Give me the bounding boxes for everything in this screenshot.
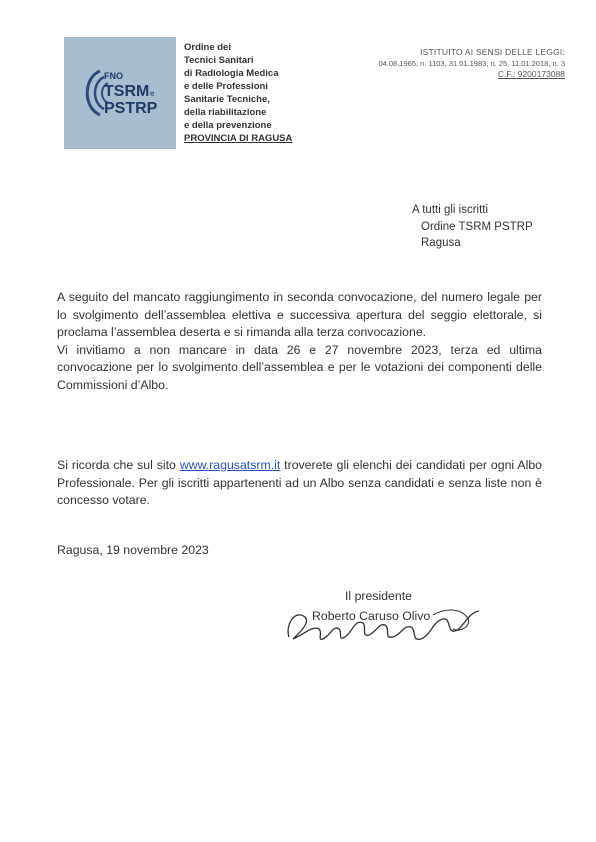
- body-paragraph-1: [57, 289, 542, 395]
- paragraph-text: Vi invitiamo a non mancare in data 26 e 27 novembre 2023, terza ed ultima convocazione per lo svolgimento dell’assemblea e per le votazioni dei componenti delle Commissioni d’Albo.: [57, 342, 542, 392]
- fiscal-code: C.F.: 9200173088: [497, 69, 565, 79]
- handwritten-signature: [283, 595, 493, 653]
- recipient-line: Ordine TSRM PSTRP: [421, 220, 533, 233]
- date-line: Ragusa, 19 novembre 2023: [57, 543, 209, 557]
- paragraph-text: Si ricorda che sul sito: [57, 458, 180, 472]
- signatory-name: Roberto Caruso Olivo: [312, 609, 431, 623]
- logo-text-pstrp: PSTRP: [104, 100, 158, 117]
- paragraph-text: A seguito del mancato raggiungimento in seconda convocazione, del numero legale per lo svolgimento dell’assemblea elettiva e successiva apertura del seggio elettorale, si proclama l’assemblea deserta e si rimanda alla terza convocazione.: [57, 290, 542, 340]
- recipient-line: A tutti gli iscritti: [412, 204, 489, 216]
- logo-text-fno: FNO: [104, 71, 123, 81]
- signatory-title: Il presidente: [345, 589, 412, 603]
- legal-laws: 04.08.1965, n. 1103, 31.01.1983, n. 25, 11.01.2018, n. 3: [378, 59, 565, 68]
- paragraph-text: troverete gli elenchi dei candidati per ogni Albo Professionale. Per gli iscritti appartenenti ad un Albo senza candidati e senza liste non è concesso votare.: [57, 458, 543, 508]
- org-line: e delle Professioni: [184, 81, 268, 92]
- logo-text-tsrm: TSRM: [104, 83, 150, 100]
- org-line: Sanitarie Tecniche,: [184, 94, 270, 105]
- org-logo: [64, 37, 176, 149]
- org-line: della riabilitazione: [184, 107, 267, 118]
- legal-title: ISTITUITO AI SENSI DELLE LEGGI:: [420, 47, 565, 57]
- website-link[interactable]: www.ragusatsrm.it: [179, 458, 281, 472]
- recipient-block: [412, 202, 533, 252]
- logo-text-e: e: [150, 89, 155, 98]
- body-paragraph-2: [57, 457, 542, 510]
- org-line: Tecnici Sanitari: [184, 55, 254, 66]
- org-line: e della prevenzione: [184, 120, 272, 131]
- tsrm-logo-icon: [78, 59, 164, 129]
- org-line: di Radiologia Medica: [184, 68, 279, 79]
- recipient-line: Ragusa: [421, 237, 461, 249]
- org-name-block: [184, 41, 292, 145]
- org-line: Ordine dei: [184, 42, 231, 53]
- org-province: PROVINCIA DI RAGUSA: [184, 133, 293, 144]
- legal-info: [378, 47, 565, 80]
